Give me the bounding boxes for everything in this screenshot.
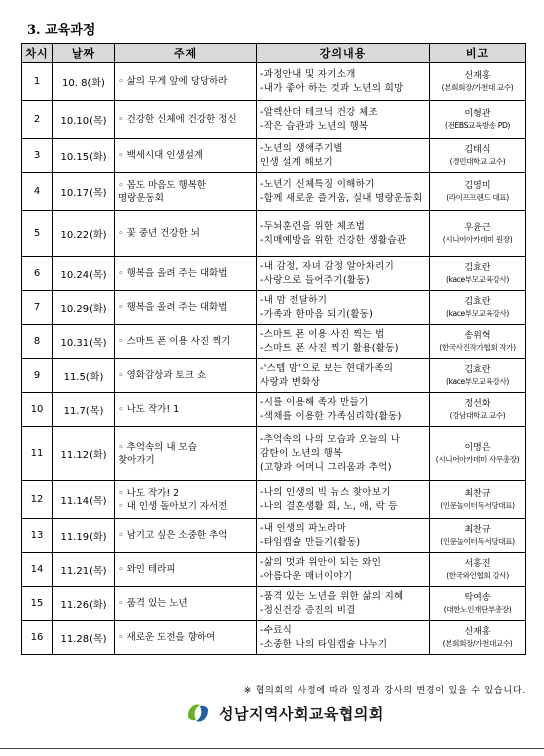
bottom-rule (0, 748, 544, 749)
session-date: 11.12(화) (60, 450, 107, 461)
subject-cell (115, 291, 257, 325)
logo-mark-icon (185, 700, 211, 726)
instructor-cell (430, 553, 526, 587)
instructor-cell (430, 211, 526, 257)
session-number: 2 (33, 114, 41, 125)
content-line: 사랑과 변화상 (260, 376, 321, 388)
header-note: 비고 (430, 44, 526, 63)
instructor-name: 최찬규 (464, 488, 491, 499)
instructor-name: 김영미 (464, 180, 491, 191)
subject-line: ◦ 삶의 무게 앞에 당당하라 (118, 76, 228, 87)
content-cell (257, 427, 430, 481)
instructor-affiliation: (한국사진작가협회 작가) (439, 342, 516, 352)
instructor-affiliation: (전EBS교육방송 PD) (445, 120, 510, 130)
session-date: 11.21(목) (60, 566, 107, 577)
instructor-name: 김효란 (464, 262, 491, 273)
session-number: 3 (33, 150, 41, 161)
subject-cell (115, 101, 257, 139)
content-cell (257, 173, 430, 211)
subject-cell (115, 519, 257, 553)
subject-line: ◦ 꽃 중년 건강한 뇌 (118, 228, 200, 239)
session-number: 7 (33, 302, 41, 313)
subject-line: ◦ 내 인생 돌아보기 자서전 (118, 500, 228, 512)
date-cell (53, 291, 115, 325)
content-cell (257, 257, 430, 291)
subject-line: ◦ 나도 작가! 1 (118, 404, 180, 415)
session-date: 10.29(화) (60, 304, 107, 315)
content-cell (257, 291, 430, 325)
content-cell (257, 587, 430, 621)
content-line: -두뇌훈련을 위한 체조법 (260, 220, 366, 232)
content-line: -나의 결혼생활 희, 노, 애, 락 등 (260, 500, 398, 512)
instructor-name: 김태식 (464, 144, 491, 155)
content-line: -정신건강 증진의 비결 (260, 604, 356, 616)
session-date: 11.26(화) (60, 600, 107, 611)
session-number-cell (22, 481, 53, 519)
instructor-name: 서홍진 (464, 558, 491, 569)
session-number: 8 (33, 336, 41, 347)
date-cell (53, 173, 115, 211)
content-cell (257, 101, 430, 139)
instructor-cell (430, 101, 526, 139)
content-cell (257, 553, 430, 587)
content-line: -품격 있는 노년을 위한 삶의 지혜 (260, 590, 404, 602)
table-row (22, 427, 526, 481)
subject-cell (115, 139, 257, 173)
instructor-affiliation: (본회회장/가천대교수) (442, 638, 513, 648)
session-number: 15 (30, 598, 44, 609)
session-date: 11.14(목) (60, 496, 107, 507)
date-cell (53, 481, 115, 519)
content-line: -스마트 폰 사진 찍기 활용(활동) (260, 342, 399, 354)
subject-line: ◦ 몸도 마음도 행복한 (118, 179, 207, 191)
section-title: 3. 교육과정 (27, 23, 96, 38)
instructor-cell (430, 587, 526, 621)
instructor-affiliation: (본회회장/가천대 교수) (441, 82, 514, 92)
logo-text: 성남지역사회교육협의회 (219, 704, 384, 723)
content-cell (257, 519, 430, 553)
instructor-affiliation: (시니어아카데미 사무총장) (435, 454, 520, 464)
instructor-name: 신재홍 (464, 626, 491, 637)
instructor-name: 우윤근 (464, 222, 491, 233)
content-line: -시를 이용해 족자 만들기 (260, 396, 369, 408)
content-line: -치매예방을 위한 건강한 생활습관 (260, 234, 407, 246)
curriculum-body (22, 63, 526, 655)
session-number: 11 (30, 448, 44, 459)
content-line: -작은 습관과 노년의 행복 (260, 120, 369, 132)
content-line: -내 인생의 파노라마 (260, 522, 347, 534)
table-row (22, 139, 526, 173)
subject-line: ◦ 영화감상과 토크 쇼 (118, 370, 207, 381)
header-date: 날짜 (53, 44, 115, 63)
subject-cell (115, 325, 257, 359)
subject-line: 명랑운동회 (118, 192, 164, 204)
content-line: -노년기 신체특징 이해하기 (260, 178, 375, 190)
content-line: -색채를 이용한 가족심리학(활동) (260, 410, 402, 422)
table-row (22, 587, 526, 621)
instructor-name: 송위혁 (464, 330, 491, 341)
content-line: -아름다운 매너이야기 (260, 570, 353, 582)
session-number-cell (22, 291, 53, 325)
session-date: 10. 8(화) (62, 78, 105, 89)
session-number-cell (22, 173, 53, 211)
content-line: -'스텝 맘'으로 보는 현대가족의 (260, 362, 394, 374)
content-line: -타임캡슐 만들기(활동) (260, 536, 361, 548)
organization-logo (185, 698, 384, 728)
session-number: 6 (33, 268, 41, 279)
session-number: 1 (33, 76, 41, 87)
session-number-cell (22, 393, 53, 427)
subject-cell (115, 553, 257, 587)
instructor-cell (430, 359, 526, 393)
session-date: 10.24(목) (60, 270, 107, 281)
instructor-affiliation: (강남대학교 교수) (449, 410, 506, 420)
header-content: 강의내용 (257, 44, 430, 63)
instructor-name: 김효란 (464, 364, 491, 375)
subject-cell (115, 621, 257, 655)
session-date: 11.7(목) (63, 406, 104, 417)
session-number: 5 (33, 228, 41, 239)
instructor-affiliation: (대한노인재단부총장) (443, 604, 512, 614)
content-cell (257, 139, 430, 173)
content-cell (257, 359, 430, 393)
date-cell (53, 587, 115, 621)
content-line: 감탄이 노년의 행복 (260, 447, 343, 459)
instructor-cell (430, 393, 526, 427)
date-cell (53, 257, 115, 291)
subject-line: ◦ 추억속의 내 모습 (118, 441, 197, 453)
date-cell (53, 621, 115, 655)
content-cell (257, 621, 430, 655)
subject-cell (115, 211, 257, 257)
content-line: -내가 좋아 하는 것과 노년의 희망 (260, 82, 404, 94)
subject-cell (115, 587, 257, 621)
date-cell (53, 139, 115, 173)
instructor-affiliation: (kace부모교육강사) (446, 308, 509, 318)
subject-cell (115, 63, 257, 101)
table-row (22, 519, 526, 553)
instructor-name: 최찬규 (464, 524, 491, 535)
session-number-cell (22, 621, 53, 655)
instructor-affiliation: (시니어아카데미 원장) (442, 234, 513, 244)
subject-line: ◦ 백세시대 인생설계 (118, 150, 204, 161)
content-line: -수료식 (260, 624, 293, 636)
instructor-name: 이명은 (464, 442, 491, 453)
session-number: 14 (30, 564, 44, 575)
header-num: 차시 (22, 44, 53, 63)
session-number-cell (22, 139, 53, 173)
date-cell (53, 325, 115, 359)
table-row (22, 359, 526, 393)
subject-line: ◦ 새로운 도전을 향하여 (118, 632, 216, 643)
instructor-name: 이형관 (464, 108, 491, 119)
session-number: 13 (30, 530, 44, 541)
content-line: -스마트 폰 이용 사진 찍는 법 (260, 328, 385, 340)
session-number-cell (22, 325, 53, 359)
session-number-cell (22, 553, 53, 587)
table-row (22, 101, 526, 139)
instructor-cell (430, 519, 526, 553)
session-date: 10.15(화) (60, 152, 107, 163)
instructor-name: 신재홍 (464, 70, 491, 81)
content-line: -과정안내 및 자기소개 (260, 68, 356, 80)
instructor-affiliation: (인문놀이터독서당대표) (440, 500, 515, 510)
subject-line: ◦ 품격 있는 노년 (118, 598, 188, 609)
table-row (22, 291, 526, 325)
subject-line: ◦ 스마트 폰 이용 사진 찍기 (118, 336, 231, 347)
session-number: 16 (30, 632, 44, 643)
content-line: (고향과 어머니 그리움과 추억) (260, 461, 392, 473)
content-line: 인생 설계 해보기 (260, 156, 333, 168)
header-subject: 주제 (115, 44, 257, 63)
date-cell (53, 63, 115, 101)
session-number: 9 (33, 370, 41, 381)
subject-cell (115, 481, 257, 519)
session-number-cell (22, 519, 53, 553)
instructor-affiliation: (kace부모교육강사) (446, 376, 509, 386)
date-cell (53, 101, 115, 139)
content-line: -가족과 한마음 되기(활동) (260, 308, 374, 320)
session-number-cell (22, 257, 53, 291)
date-cell (53, 211, 115, 257)
table-row (22, 325, 526, 359)
date-cell (53, 427, 115, 481)
date-cell (53, 393, 115, 427)
session-number-cell (22, 101, 53, 139)
content-line: -내 맘 전달하기 (260, 294, 328, 306)
subject-cell (115, 427, 257, 481)
session-number: 4 (33, 186, 41, 197)
subject-line: ◦ 남기고 싶은 소중한 추억 (118, 530, 228, 541)
content-cell (257, 393, 430, 427)
subject-cell (115, 257, 257, 291)
subject-cell (115, 173, 257, 211)
subject-line: 찾아가기 (118, 454, 155, 466)
instructor-cell (430, 427, 526, 481)
session-date: 10.10(목) (60, 116, 107, 127)
table-row (22, 553, 526, 587)
instructor-affiliation: (인문놀이터독서당대표) (440, 536, 515, 546)
session-date: 10.31(목) (60, 338, 107, 349)
date-cell (53, 553, 115, 587)
subject-cell (115, 393, 257, 427)
content-line: -알렉산더 테크닉 건강 체조 (260, 106, 378, 118)
session-number-cell (22, 587, 53, 621)
instructor-cell (430, 139, 526, 173)
subject-line: ◦ 와인 테라피 (118, 564, 176, 575)
content-cell (257, 481, 430, 519)
footnote: ※ 협의회의 사정에 따라 일정과 강사의 변경이 있을 수 있습니다. (243, 686, 526, 696)
instructor-cell (430, 257, 526, 291)
session-number-cell (22, 63, 53, 101)
subject-line: ◦ 나도 작가! 2 (118, 487, 180, 499)
date-cell (53, 359, 115, 393)
table-row (22, 211, 526, 257)
content-line: -나의 인생의 빅 뉴스 찾아보기 (260, 486, 391, 498)
content-line: -내 감정, 자녀 감정 알아차리기 (260, 260, 395, 272)
table-row (22, 257, 526, 291)
session-date: 10.22(화) (60, 230, 107, 241)
subject-line: ◦ 행복을 올려 주는 대화법 (118, 302, 228, 313)
content-line: -함께 새로운 즐거움, 실내 명랑운동회 (260, 192, 423, 204)
instructor-cell (430, 63, 526, 101)
session-number-cell (22, 427, 53, 481)
instructor-affiliation: (kace부모교육강사) (446, 274, 509, 284)
table-row (22, 173, 526, 211)
content-line: -삶의 멋과 위안이 되는 와인 (260, 556, 382, 568)
session-date: 11.28(목) (60, 634, 107, 645)
instructor-affiliation: (경민대학교 교수) (449, 156, 506, 166)
instructor-cell (430, 325, 526, 359)
instructor-name: 김효란 (464, 296, 491, 307)
date-cell (53, 519, 115, 553)
content-line: -사랑으로 들어주기(활동) (260, 274, 370, 286)
table-row (22, 621, 526, 655)
content-line: -노년의 생애주기별 (260, 142, 343, 154)
instructor-cell (430, 291, 526, 325)
content-line: -추억속의 나의 모습과 오늘의 나 (260, 433, 401, 445)
content-cell (257, 211, 430, 257)
instructor-cell (430, 173, 526, 211)
subject-cell (115, 359, 257, 393)
table-header-row (22, 44, 526, 63)
session-number-cell (22, 359, 53, 393)
session-number-cell (22, 211, 53, 257)
subject-line: ◦ 행복을 올려 주는 대화법 (118, 268, 228, 279)
subject-line: ◦ 건강한 신체에 건강한 정신 (118, 114, 237, 125)
instructor-affiliation: (한국와인협회 강사) (446, 570, 509, 580)
session-date: 10.17(목) (60, 188, 107, 199)
instructor-affiliation: (라이프프랜드 대표) (446, 192, 509, 202)
instructor-cell (430, 481, 526, 519)
session-date: 11.5(화) (63, 372, 104, 383)
content-cell (257, 63, 430, 101)
session-number: 12 (30, 494, 44, 505)
table-row (22, 481, 526, 519)
table-row (22, 393, 526, 427)
instructor-cell (430, 621, 526, 655)
instructor-name: 정선화 (464, 398, 491, 409)
curriculum-table (21, 43, 526, 655)
instructor-name: 탁여송 (464, 592, 491, 603)
table-row (22, 63, 526, 101)
content-line: -소중한 나의 타임캡슐 나누기 (260, 638, 388, 650)
content-cell (257, 325, 430, 359)
session-number: 10 (30, 404, 44, 415)
session-date: 11.19(화) (60, 532, 107, 543)
